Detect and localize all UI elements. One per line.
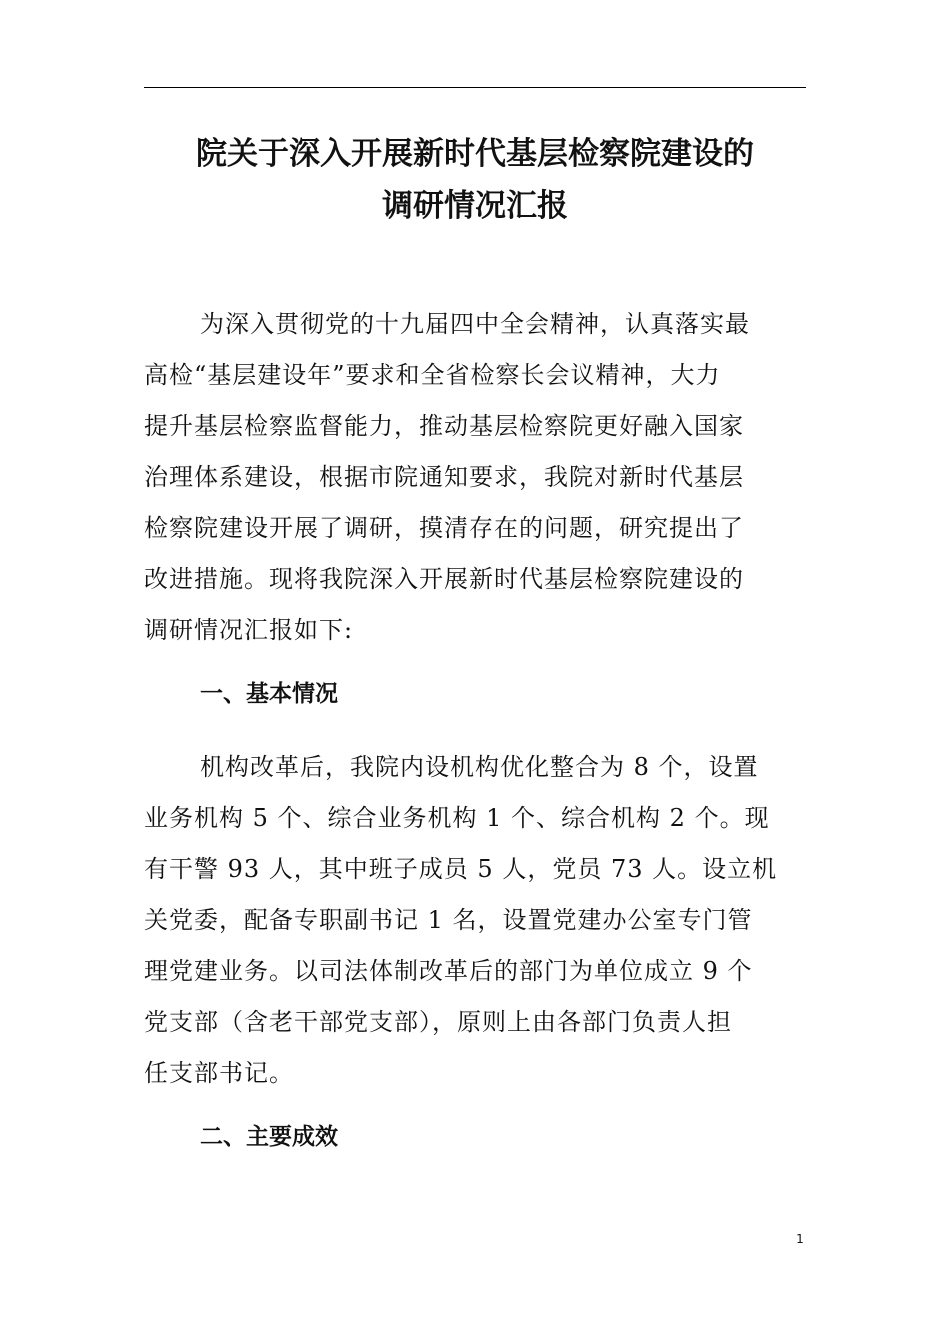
intro-line-7: 调研情况汇报如下:: [144, 616, 354, 644]
section1-line-5: 理党建业务。以司法体制改革后的部门为单位成立 9 个: [144, 957, 753, 985]
intro-line-5: 检察院建设开展了调研，摸清存在的问题，研究提出了: [144, 514, 744, 542]
section1-line-4: 关党委，配备专职副书记 1 名，设置党建办公室专门管: [144, 906, 753, 934]
title-line-2: 调研情况汇报: [382, 188, 568, 224]
header-rule: [144, 87, 806, 88]
section1-line-1: 机构改革后，我院内设机构优化整合为 8 个，设置: [200, 753, 759, 781]
intro-line-2: 高检“基层建设年”要求和全省检察长会议精神，大力: [144, 361, 721, 389]
intro-line-4: 治理体系建设，根据市院通知要求，我院对新时代基层: [144, 463, 744, 491]
section-heading-results: 二、主要成效: [200, 1124, 338, 1150]
section-heading-basic: 一、基本情况: [200, 681, 338, 707]
title-line-1: 院关于深入开展新时代基层检察院建设的: [196, 136, 754, 172]
document-title: [144, 128, 806, 232]
intro-line-6: 改进措施。现将我院深入开展新时代基层检察院建设的: [144, 565, 744, 593]
page-number: 1: [796, 1232, 804, 1246]
intro-line-1: 为深入贯彻党的十九届四中全会精神，认真落实最: [200, 310, 750, 338]
section1-line-6: 党支部（含老干部党支部），原则上由各部门负责人担: [144, 1008, 732, 1036]
section1-line-3: 有干警 93 人，其中班子成员 5 人，党员 73 人。设立机: [144, 855, 778, 883]
intro-line-3: 提升基层检察监督能力，推动基层检察院更好融入国家: [144, 412, 744, 440]
section1-line-2: 业务机构 5 个、综合业务机构 1 个、综合机构 2 个。现: [144, 804, 770, 832]
section1-line-7: 任支部书记。: [144, 1059, 294, 1087]
